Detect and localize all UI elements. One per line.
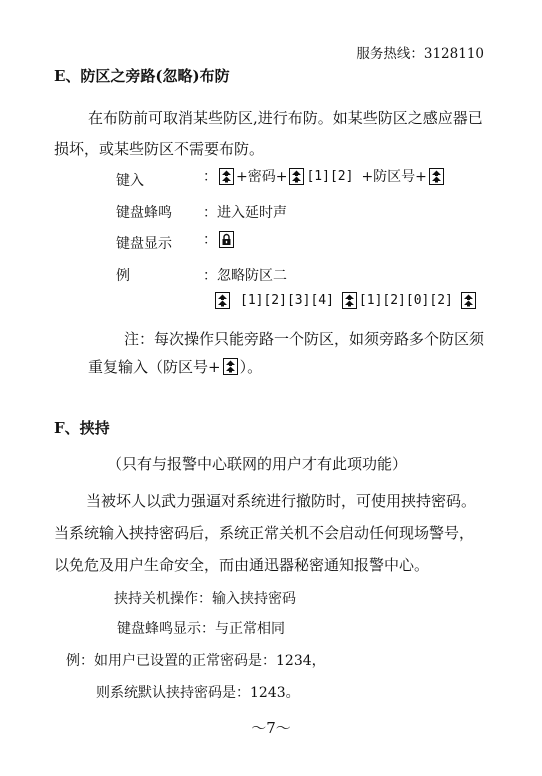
example-sequence: [213, 292, 478, 309]
key-plus-password: +密码+: [236, 169, 288, 185]
beep-label: 键盘蜂鸣: [116, 205, 172, 221]
lock-icon: [219, 231, 234, 248]
example-label: 例: [116, 268, 130, 284]
example-zone-digits: [1][2][0][2]: [358, 293, 453, 308]
section-e-title: E、防区之旁路(忽略)布防: [54, 67, 230, 85]
key-label: 键入: [116, 173, 144, 189]
arm-key-icon: [342, 292, 357, 309]
page-number: ～7～: [251, 719, 291, 737]
note-line2-end: ）。: [239, 358, 263, 376]
arm-key-icon: [429, 168, 444, 185]
section-f-subtitle: （只有与报警中心联网的用户才有此项功能）: [107, 455, 408, 473]
note-line2-start: 重复输入（防区号+: [88, 358, 221, 376]
key-digits: [1][2]: [306, 168, 354, 184]
arm-key-icon: [215, 292, 230, 309]
arm-key-icon: [289, 168, 304, 185]
section-f-para-line2: 当系统输入挟持密码后，系统正常关机不会启动任何现场警号，: [54, 524, 475, 542]
section-f-para-line1: 当被坏人以武力强逼对系统进行撤防时，可使用挟持密码。: [86, 492, 477, 510]
section-e-para-line2: 损坏，或某些防区不需要布防。: [54, 140, 265, 158]
arm-key-icon: [219, 168, 234, 185]
beep-value: ：进入延时声: [203, 205, 287, 221]
arm-key-icon: [461, 292, 476, 309]
display-label: 键盘显示: [116, 236, 172, 252]
display-colon: ：: [203, 232, 217, 248]
duress-example-line2: 则系统默认挟持密码是：1243。: [96, 685, 300, 701]
key-sequence: [203, 166, 446, 186]
service-hotline: 服务热线：3128110: [356, 46, 484, 62]
note-line2: [88, 356, 262, 377]
duress-example-line1: 例：如用户已设置的正常密码是：1234，: [66, 653, 326, 669]
duress-operation: 挟持关机操作：输入挟持密码: [114, 591, 296, 607]
key-plus-zone: +防区号+: [361, 169, 427, 185]
section-f-title: F、挟持: [54, 419, 110, 437]
key-colon: ：: [203, 169, 217, 185]
section-f-para-line3: 以免危及用户生命安全，而由通迅器秘密通知报警中心。: [54, 556, 430, 574]
duress-beep-display: 键盘蜂鸣显示：与正常相同: [117, 621, 285, 637]
arm-key-icon: [223, 358, 238, 375]
example-value: ：忽略防区二: [203, 268, 287, 284]
section-e-para-line1: 在布防前可取消某些防区,进行布防。如某些防区之感应器已: [88, 109, 483, 127]
example-code-digits: [1][2][3][4]: [240, 293, 334, 308]
display-value: [203, 229, 236, 249]
note-line1: 注：每次操作只能旁路一个防区，如须旁路多个防区须: [124, 330, 485, 348]
